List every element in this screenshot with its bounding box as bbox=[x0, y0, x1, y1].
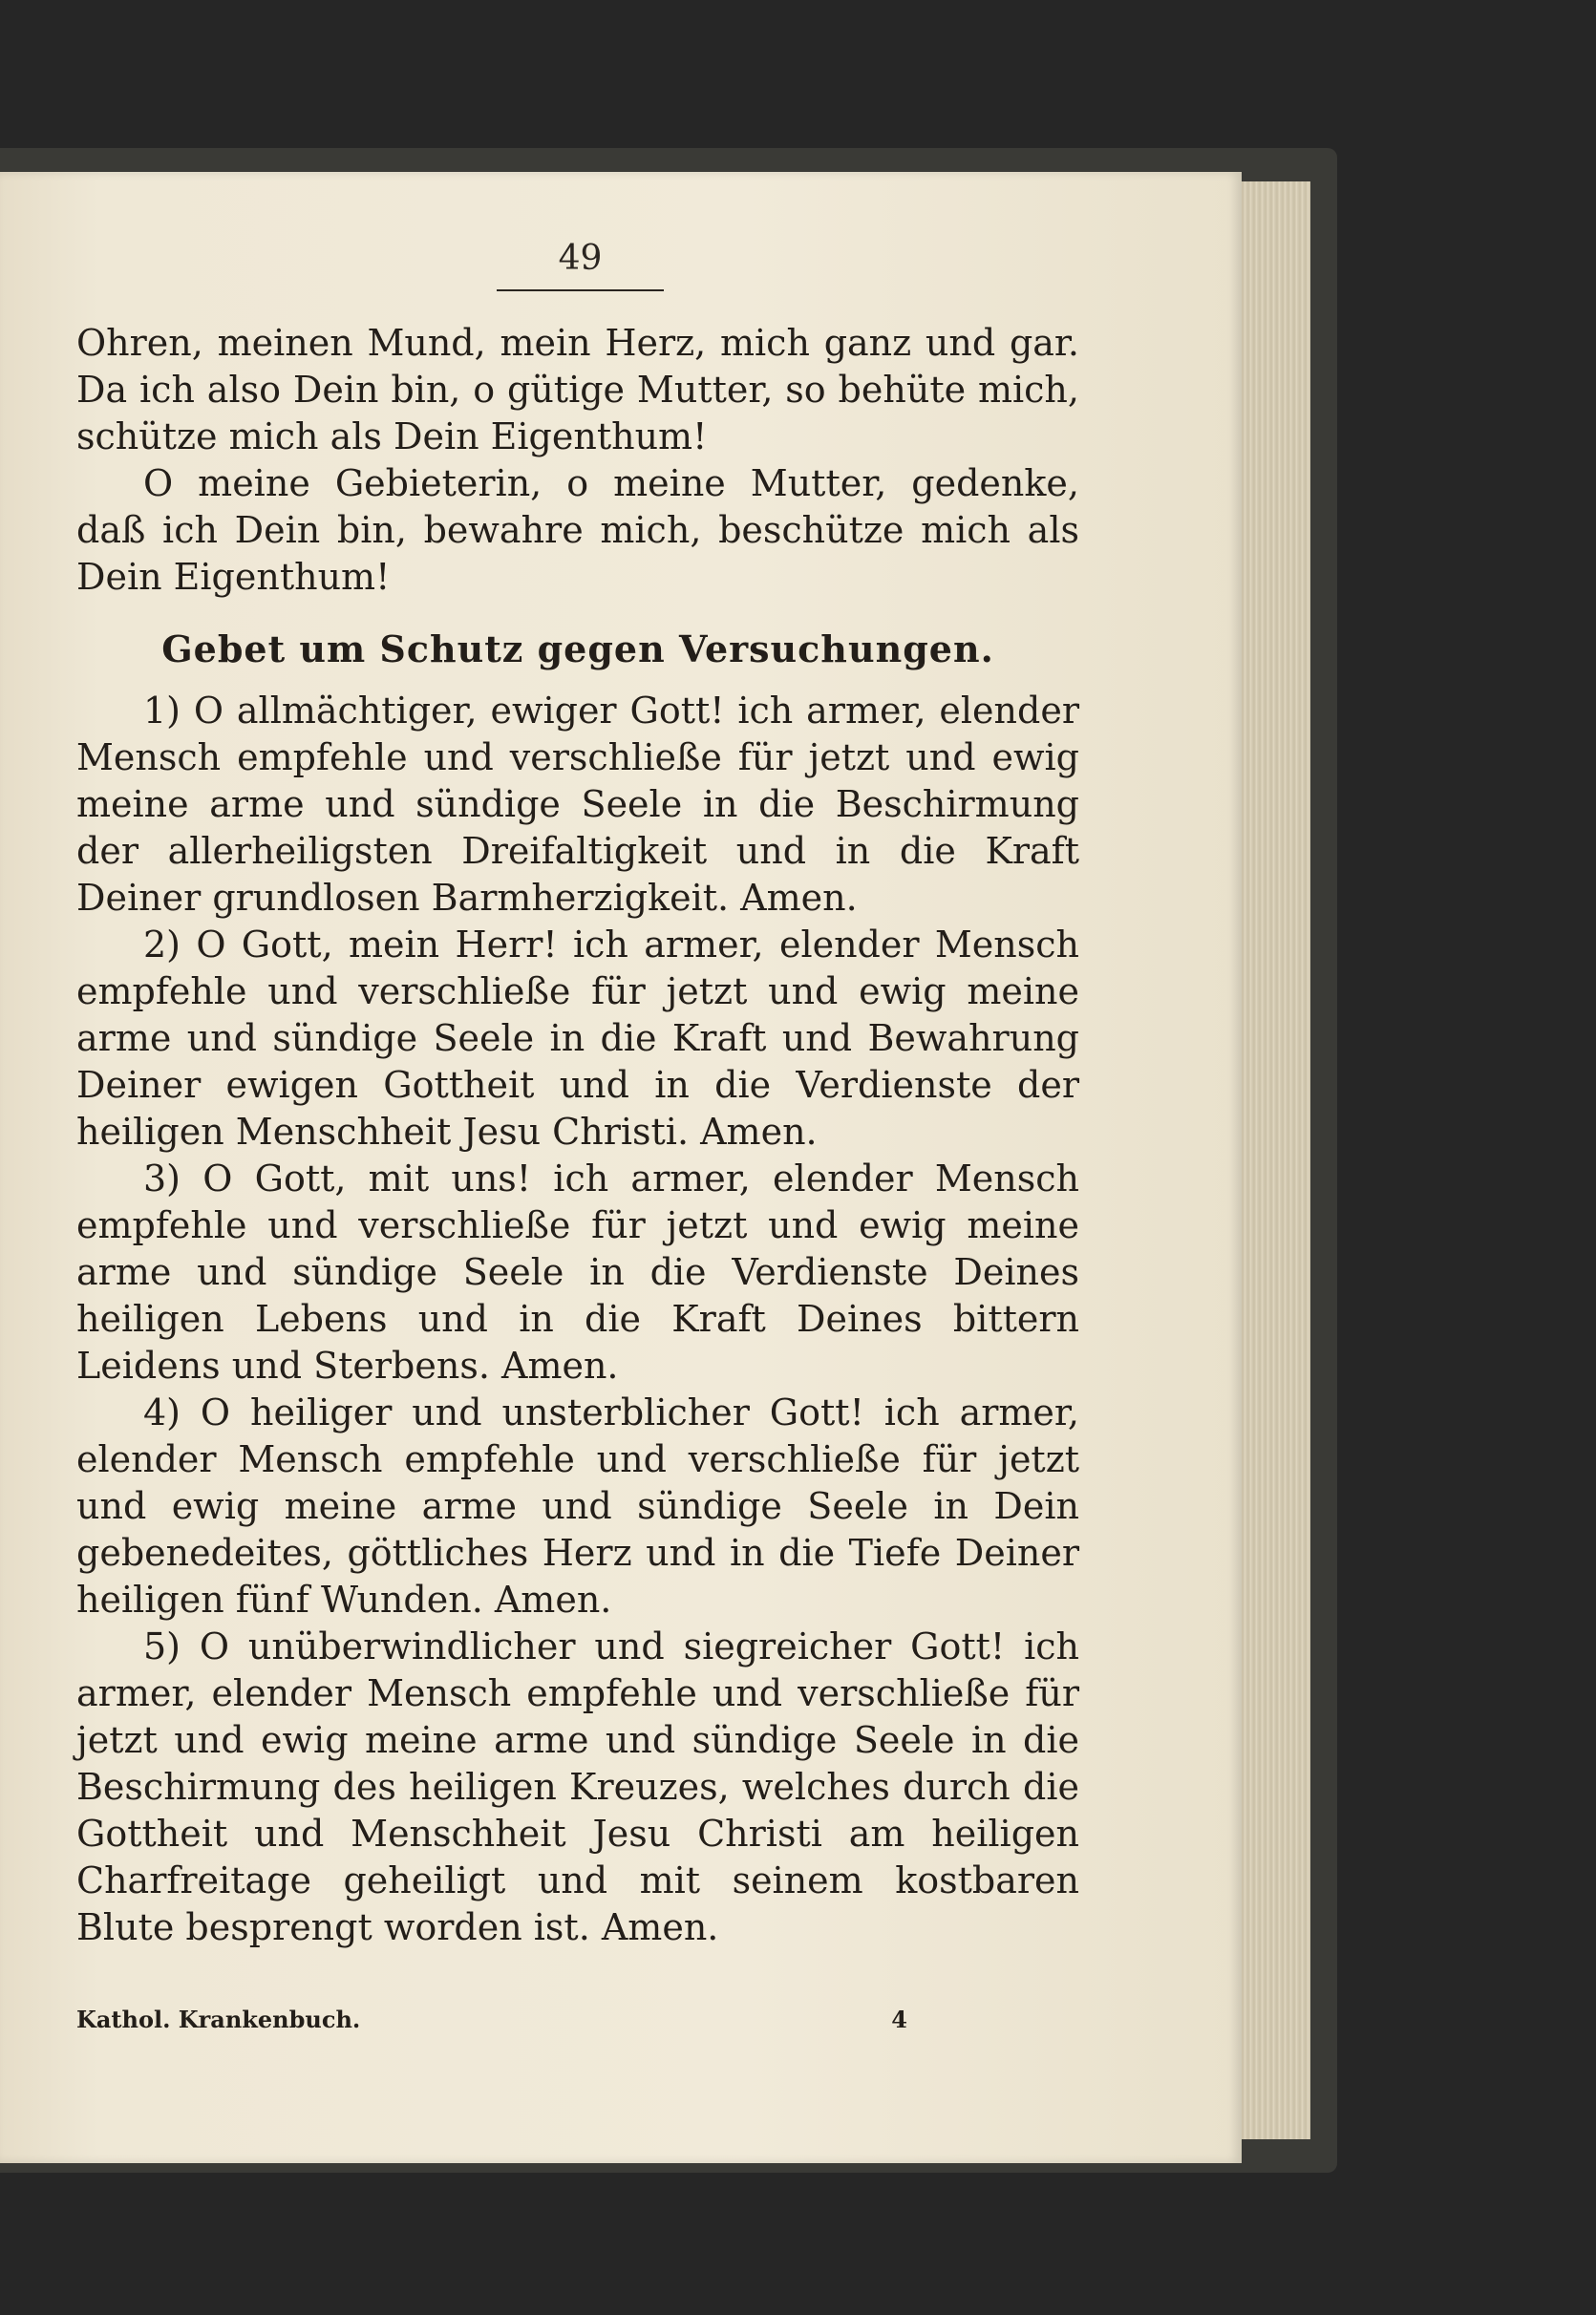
paragraph: Ohren, meinen Mund, mein Herz, mich ganz und gar. Da ich also Dein bin, o gütige Mutter, so behüte mich, schütze mich als Dein Eigenthum! bbox=[76, 322, 1079, 457]
page-edges bbox=[1232, 181, 1310, 2139]
page-number: 49 bbox=[497, 239, 664, 291]
prayer-paragraph: 3) O Gott, mit uns! ich armer, elender Mensch empfehle und verschließe für jetzt und ewig meine arme und sündige Seele in die Verdienste Deines heiligen Lebens und in die Kraft Deines bittern Leidens und Sterbens. Amen. bbox=[76, 1158, 1079, 1387]
paragraph: O meine Gebieterin, o meine Mutter, gedenke, daß ich Dein bin, bewahre mich, beschütze mich als Dein Eigenthum! bbox=[76, 462, 1079, 598]
signature-mark: 4 bbox=[891, 2006, 907, 2033]
prayer-paragraph: 5) O unüberwindlicher und siegreicher Gott! ich armer, elender Mensch empfehle und verschließe für jetzt und ewig meine arme und sündige Seele in die Beschirmung des heiligen Kreuzes, welches durch die Gottheit und Menschheit Jesu Christi am heiligen Charfreitage geheiligt und mit seinem kostbaren Blute besprengt worden ist. Amen. bbox=[76, 1625, 1079, 1948]
prayer-paragraph: 2) O Gott, mein Herr! ich armer, elender Mensch empfehle und verschließe für jetzt und ewig meine arme und sündige Seele in die Kraft und Bewahrung Deiner ewigen Gottheit und in die Verdienste der heiligen Menschheit Jesu Christi. Amen. bbox=[76, 924, 1079, 1153]
page-body bbox=[76, 320, 1079, 1951]
prayer-paragraph: 1) O allmächtiger, ewiger Gott! ich armer, elender Mensch empfehle und verschließe für jetzt und ewig meine arme und sündige Seele in die Beschirmung der allerheiligsten Dreifaltigkeit und in die Kraft Deiner grundlosen Barmherzigkeit. Amen. bbox=[76, 690, 1079, 919]
page-footer bbox=[76, 2006, 907, 2033]
footer-book-title: Kathol. Krankenbuch. bbox=[76, 2006, 361, 2033]
section-heading: Gebet um Schutz gegen Versuchungen. bbox=[161, 627, 994, 670]
prayer-paragraph: 4) O heiliger und unsterblicher Gott! ich armer, elender Mensch empfehle und verschließe für jetzt und ewig meine arme und sündige Seele in Dein gebenedeites, göttliches Herz und in die Tiefe Deiner heiligen fünf Wunden. Amen. bbox=[76, 1391, 1079, 1621]
